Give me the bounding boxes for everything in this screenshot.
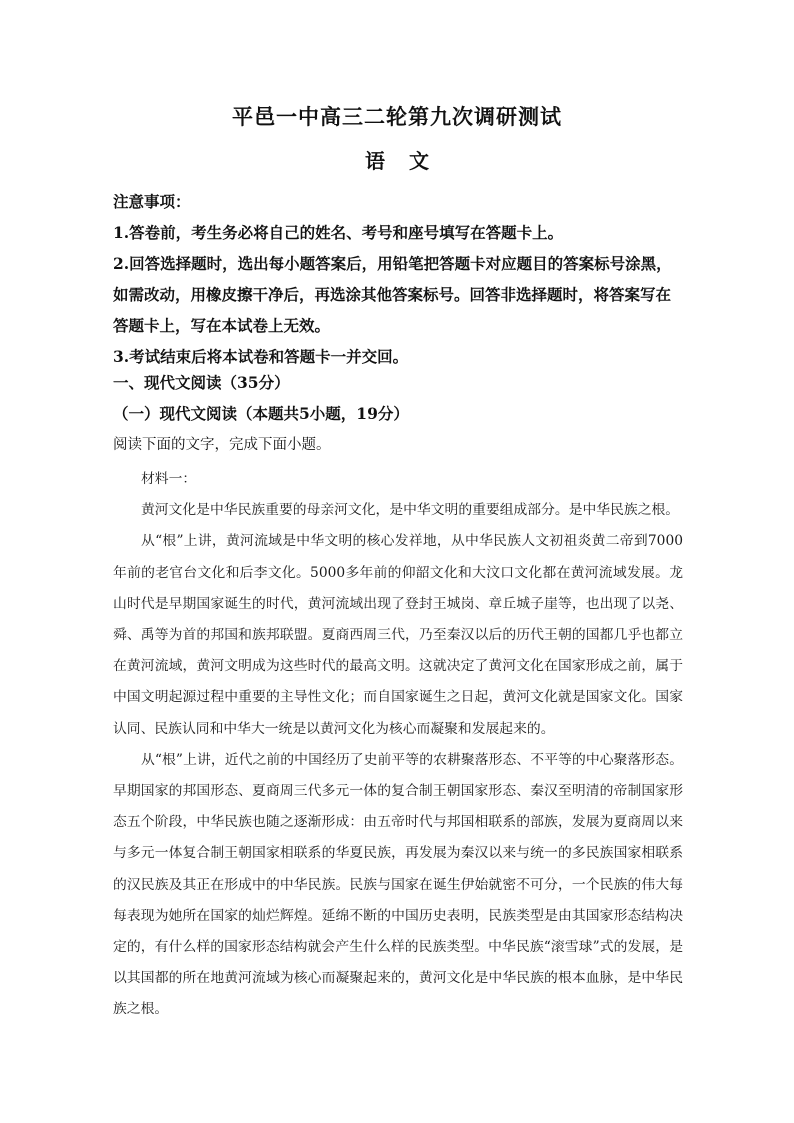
material-label: 材料一： [141, 471, 197, 487]
reading-instruction: 阅读下面的文字，完成下面小题。 [113, 437, 331, 453]
subsection-title: （一）现代文阅读（本题共5小题，19分） [113, 404, 409, 423]
exam-notes [113, 186, 683, 372]
reading-material [113, 464, 683, 1026]
notes-item: 1.答卷前，考生务必将自己的姓名、考号和座号填写在答题卡上。 [113, 223, 564, 242]
section-title: 一、现代文阅读（35分） [113, 373, 290, 392]
exam-title: 平邑一中高三二轮第九次调研测试 [232, 104, 562, 129]
notes-item: 2.回答选择题时，选出每小题答案后，用铅笔把答题卡对应题目的答案标号涂黑，如需改动，用橡皮擦干净后，再选涂其他答案标号。回答非选择题时，将答案写在答题卡上，写在本试卷上无效。 [113, 254, 672, 335]
material-paragraph: 黄河文化是中华民族重要的母亲河文化，是中华文明的重要组成部分。是中华民族之根。 [141, 502, 680, 519]
notes-heading: 注意事项： [113, 192, 191, 211]
subject-title: 语文 [365, 149, 453, 173]
notes-item: 3.考试结束后将本试卷和答题卡一并交回。 [113, 347, 409, 366]
material-paragraph: 从“根”上讲，黄河流域是中华文明的核心发祥地，从中华民族人文初祖炎黄二帝到7000年前的老官台文化和后李文化。5000多年前的仰韶文化和大汶口文化都在黄河流域发展。龙山时代是早期国家诞生的时代，黄河流域出现了登封王城岗、章丘城子崖等，也出现了以尧、舜、禹等为首的邦国和族邦联盟。夏商西周三代，乃至秦汉以后的历代王朝的国都几乎也都立在黄河流域，黄河文明成为这些时代的最高文明。这就决定了黄河文化在国家形成之前，属于中国文明起源过程中重要的主导性文化；而自国家诞生之日起，黄河文化就是国家文化。国家认同、民族认同和中华大一统是以黄河文化为核心而凝聚和发展起来的。 [113, 533, 683, 737]
material-paragraph: 从“根”上讲，近代之前的中国经历了史前平等的农耕聚落形态、不平等的中心聚落形态。早期国家的邦国形态、夏商周三代多元一体的复合制王朝国家形态、秦汉至明清的帝制国家形态五个阶段，中华民族也随之逐渐形成：由五帝时代与邦国相联系的部族，发展为夏商周以来与多元一体复合制王朝国家相联系的华夏民族，再发展为秦汉以来与统一的多民族国家相联系的汉民族及其正在形成中的中华民族。民族与国家在诞生伊始就密不可分，一个民族的伟大每每表现为她所在国家的灿烂辉煌。延绵不断的中国历史表明，民族类型是由其国家形态结构决定的，有什么样的国家形态结构就会产生什么样的民族类型。中华民族“滚雪球”式的发展，是以其国都的所在地黄河流域为核心而凝聚起来的，黄河文化是中华民族的根本血脉，是中华民族之根。 [113, 751, 683, 1018]
